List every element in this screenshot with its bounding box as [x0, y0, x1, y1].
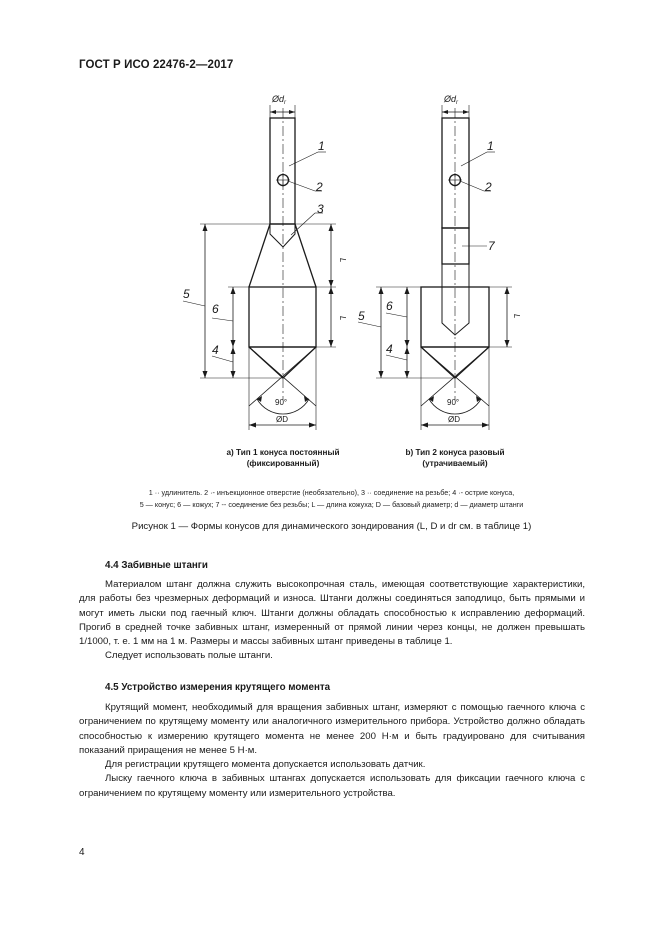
page-number: 4 — [79, 847, 85, 858]
caption-type2-line1: b) Тип 2 конуса разовый — [405, 448, 505, 457]
label-2-left: 2 — [316, 180, 323, 194]
label-3-left: 3 — [317, 202, 324, 216]
section-4-4-heading: 4.4 Забивные штанги — [105, 560, 208, 571]
document-header: ГОСТ Р ИСО 22476-2—2017 — [79, 59, 234, 71]
label-1-right: 1 — [487, 139, 494, 153]
paragraph: Материалом штанг должна служить высокопрочная сталь, имеющая соответствующие характеристики, для работы без чрезмерных деформаций и износа. Штанги должны соединяться заподлицо, быть прямыми и могут иметь лыски под гаечный ключ. Штанги должны обладать способностью к исправлению деформаций. Прогиб в средней точке забивных штанг, измеренный от прямой линии через концы, не должен превышать 1/1000, т. е. 1 мм на 1 м. Размеры и массы забивных штанг приведены в таблице 1. — [79, 579, 585, 648]
caption-type2-line2: (утрачиваемый) — [422, 459, 488, 468]
section-4-5-heading: 4.5 Устройство измерения крутящего момента — [105, 682, 331, 693]
label-angle-right: 90° — [447, 398, 460, 407]
label-L-right: L — [512, 314, 521, 319]
section-4-5-body — [79, 701, 585, 801]
label-5-right: 5 — [358, 309, 365, 323]
paragraph: Крутящий момент, необходимый для вращения забивных штанг, измеряют с помощью гаечного ключа с ограничением по крутящему моменту или аналогичного измерительного прибора. Устройство должно обладать способностью к измерению крутящего момента не менее 200 Н·м и быть градуировано для считывания показаний приращения не менее 5 Н·м. — [79, 702, 585, 756]
section-4-4-body — [79, 578, 585, 664]
label-6-left: 6 — [212, 302, 219, 316]
label-dr-right: $Ød_r$ — [444, 94, 459, 106]
label-5-left: 5 — [183, 287, 190, 301]
cone-type1-drawing — [183, 105, 336, 430]
caption-type1-line2: (фиксированный) — [246, 459, 320, 468]
figure-legend-line1: 1 ·· удлинитель. 2 ·- инъекционное отверстие (необязательно), 3 ·· соединение на резьбе; 4 ·- острие конуса, — [148, 488, 515, 497]
label-6-right: 6 — [386, 299, 393, 313]
label-dr-left: $Ød_r$ — [272, 94, 287, 106]
paragraph: Следует использовать полые штанги. — [105, 650, 273, 662]
caption-type1-line1: а) Тип 1 конуса постоянный — [226, 448, 340, 457]
paragraph: Для регистрации крутящего момента допускается использовать датчик. — [105, 759, 426, 771]
label-4-left: 4 — [212, 343, 219, 357]
figure-title: Рисунок 1 — Формы конусов для динамического зондирования (L, D и dr см. в таблице 1) — [131, 521, 532, 532]
label-4-right: 4 — [386, 342, 393, 356]
label-L-lower-left: L — [338, 316, 347, 321]
label-D-right: ØD — [448, 415, 460, 424]
label-D-left: ØD — [276, 415, 288, 424]
figure-legend-line2: 5 — конус; 6 — кожух; 7 -- соединение без резьбы; L — длина кожуха; D — базовый диаметр; d — диаметр штанги — [139, 500, 524, 509]
label-L-upper-left: L — [338, 258, 347, 263]
label-angle-left: 90° — [275, 398, 288, 407]
label-1-left: 1 — [318, 139, 325, 153]
paragraph: Лыску гаечного ключа в забивных штангах допускается использовать для фиксации гаечного ключа с ограничением по крутящему моменту или измерительного устройства. — [79, 773, 585, 799]
label-2-right: 2 — [485, 180, 492, 194]
cone-type2-drawing — [358, 105, 512, 430]
label-7-right: 7 — [488, 239, 495, 253]
